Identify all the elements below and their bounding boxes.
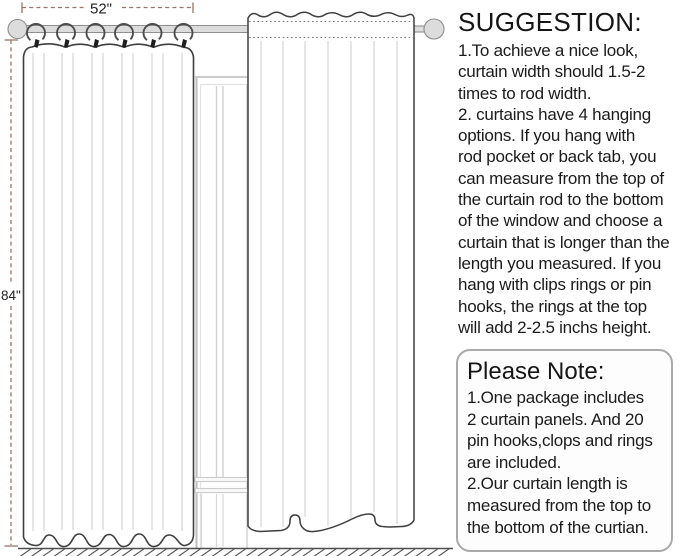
floor-line	[18, 549, 453, 556]
text-line: 2 curtain panels. And 20	[467, 409, 644, 429]
text-line: length you measured. If you	[458, 253, 662, 273]
suggestion-title: SUGGESTION:	[458, 7, 642, 37]
text-line: measured from the top to	[467, 495, 651, 515]
text-line: the curtain rod to the bottom	[458, 190, 664, 210]
curtain-length-label: 84"	[1, 288, 21, 303]
text-line: hooks, the rings at the top	[458, 296, 647, 316]
left-finial	[8, 20, 27, 39]
text-line: of the window and choose a	[458, 211, 663, 231]
right-curtain-panel	[248, 12, 414, 531]
text-line: are included.	[467, 452, 562, 472]
suggestion-section	[458, 5, 677, 338]
text-line: 1.One package includes	[467, 388, 644, 407]
text-line: curtain that is longer than the	[458, 232, 670, 252]
rod-width-label: 52"	[90, 0, 113, 18]
right-finial-stem	[414, 26, 425, 32]
text-line: can measure from the top of	[458, 168, 664, 188]
window-sill	[195, 478, 250, 482]
text-line: rod pocket or back tab, you	[458, 147, 657, 167]
left-curtain-panel	[24, 44, 194, 547]
text-line: pin hooks,clops and rings	[467, 431, 653, 451]
text-line: will add 2-2.5 inchs height.	[458, 317, 652, 337]
note-title: Please Note:	[467, 358, 605, 385]
text-line: 2. curtains have 4 hanging	[458, 104, 651, 124]
text-line: curtain width should 1.5-2	[458, 62, 646, 82]
text-line: hang with clips rings or pin	[458, 275, 652, 295]
please-note-box	[456, 349, 673, 552]
suggestion-text	[458, 40, 677, 338]
right-finial	[424, 19, 444, 39]
text-line: the bottom of the curtian.	[467, 517, 649, 537]
text-line: options. If you hang with	[458, 126, 636, 146]
note-text	[467, 387, 662, 538]
text-line: 2.Our curtain length is	[467, 474, 628, 494]
window-frame	[195, 76, 250, 548]
text-line: times to rod width.	[458, 83, 592, 103]
text-line: 1.To achieve a nice look,	[458, 41, 638, 60]
